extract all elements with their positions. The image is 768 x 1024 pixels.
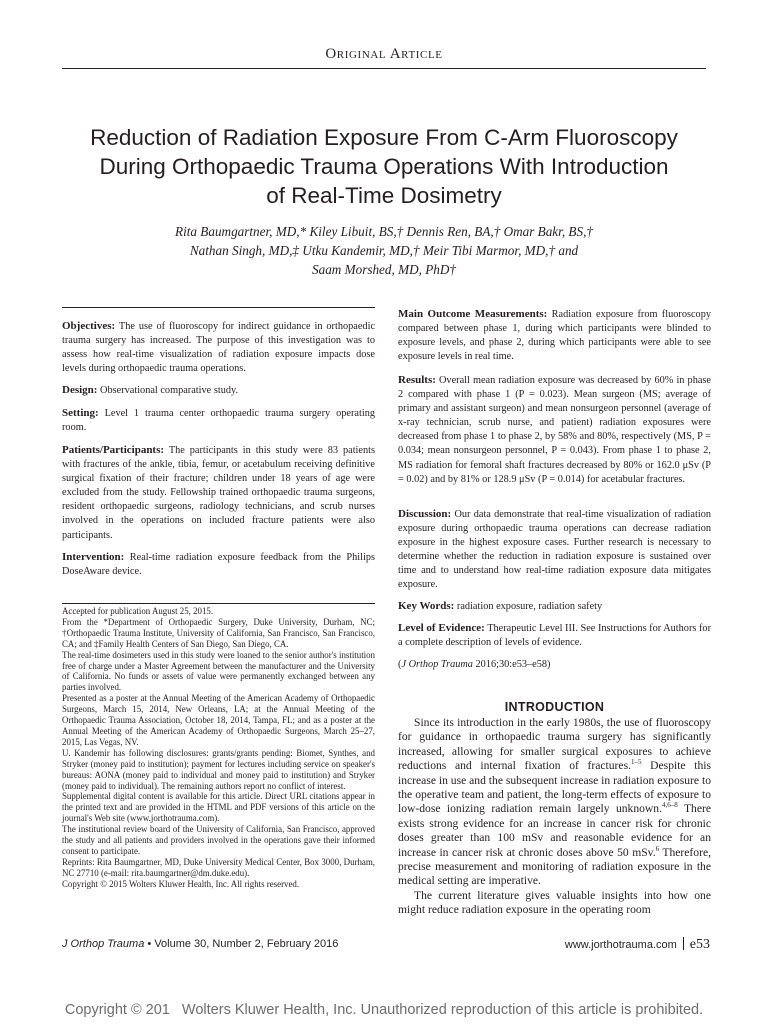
footnote: Copyright © 2015 Wolters Kluwer Health, Inc. All rights reserved. bbox=[62, 878, 300, 889]
section-heading: Patients/Participants: bbox=[62, 444, 165, 456]
section-text: The use of fluoroscopy for indirect guidance in orthopaedic trauma surgery has increased. The purpose of this investigation was to assess how real-time visualization of radiation exposure impacts dose levels during orthopaedic trauma operations. bbox=[62, 321, 376, 375]
footer-bullet: • bbox=[147, 938, 155, 950]
author-list bbox=[110, 222, 658, 279]
footer-journal: J Orthop Trauma bbox=[62, 938, 145, 950]
copyright-banner: Copyright © 201 Wolters Kluwer Health, Inc. Unauthorized reproduction of this article is prohibited. bbox=[64, 1002, 704, 1018]
abstract-objectives bbox=[62, 319, 375, 376]
footer-volume: Volume 30, Number 2, February 2016 bbox=[154, 938, 339, 950]
section-heading: Objectives: bbox=[62, 320, 116, 332]
reference: 6 bbox=[655, 844, 660, 853]
section-label: Original Article bbox=[325, 46, 443, 62]
abstract-setting bbox=[62, 406, 375, 435]
footer-website[interactable]: www.jorthotrauma.com bbox=[564, 939, 677, 951]
citation-journal: J Orthop Trauma bbox=[401, 659, 473, 670]
abstract-evidence bbox=[398, 621, 711, 650]
header-rule bbox=[62, 68, 706, 69]
section-heading: Results: bbox=[398, 374, 436, 386]
author-line: Saam Morshed, MD, PhD† bbox=[312, 262, 456, 277]
abstract-intervention bbox=[62, 550, 375, 579]
section-heading: Design: bbox=[62, 384, 98, 396]
author-line: Nathan Singh, MD,‡ Utku Kandemir, MD,† Meir Tibi Marmor, MD,† and bbox=[189, 243, 579, 258]
footnote: The institutional review board of the University of California, San Francisco, approved the study and all patients and providers involved in the operations gave their informed consent to participate. bbox=[62, 824, 375, 856]
abstract-design bbox=[62, 383, 375, 398]
section-heading: Main Outcome Measurements: bbox=[398, 308, 548, 320]
footnotes-rule bbox=[62, 603, 375, 604]
abstract-results bbox=[398, 373, 711, 487]
section-text: Real-time radiation exposure feedback from the Philips DoseAware device. bbox=[62, 552, 375, 578]
section-text: Therapeutic Level III. See Instructions for Authors for a complete description of levels of evidence. bbox=[398, 623, 711, 649]
citation: (J Orthop Trauma 2016;30:e53–e58) bbox=[398, 659, 551, 670]
abstract-patients bbox=[62, 443, 375, 543]
footnote: Presented as a poster at the Annual Meeting of the American Academy of Orthopaedic Surgeons, March 15, 2014, New Orleans, LA; at the Annual Meeting of the Orthopaedic Trauma Association, October 18, 2014, Tampa, FL; and as a poster at the Annual Meeting of the American Academy of Orthopaedic Surgeons, March 25–27, 2015, Las Vegas, NV. bbox=[62, 693, 375, 747]
section-text: Radiation exposure from fluoroscopy compared between phase 1, during which participants were blinded to exposure levels, and phase 2, during which participants were able to see exposure levels in real time. bbox=[398, 309, 711, 363]
page-number: e53 bbox=[689, 937, 710, 952]
abstract-outcome bbox=[398, 307, 711, 364]
section-text: Our data demonstrate that real-time visualization of radiation exposure during orthopaedic trauma operations can decrease radiation exposure in the highest exposure cases. Further research is necessary to determine whether the reduction in radiation exposure is sustained over time and to understand how real-time radiation exposure data mitigates exposure. bbox=[398, 509, 711, 591]
section-heading: Intervention: bbox=[62, 551, 125, 563]
section-heading: Discussion: bbox=[398, 508, 452, 520]
introduction-heading: INTRODUCTION bbox=[504, 700, 605, 714]
reference: 4,6–8 bbox=[662, 801, 678, 810]
journal-footer bbox=[62, 938, 338, 950]
abstract-discussion bbox=[398, 507, 711, 593]
footer-divider bbox=[683, 937, 684, 950]
citation-details: 2016;30:e53–e58) bbox=[475, 659, 551, 670]
article-title: Reduction of Radiation Exposure From C-Arm Fluoroscopy During Orthopaedic Trauma Operations With Introduction of Real-Time Dosimetry bbox=[90, 125, 678, 208]
paragraph: The current literature gives valuable insights into how one might reduce radiation exposure in the operating room bbox=[398, 888, 711, 917]
section-text: Overall mean radiation exposure was decreased by 60% in phase 2 compared with phase 1 (P = 0.023). Mean surgeon (MS; average of primary and assistant surgeon) and mean nonsurgeon personnel (average of x-ray technician, scrub nurse, and patient) radiation exposures were decreased from phase 1 to phase 2, by 58% and 80%, respectively (MS, P = 0.034; mean nonsurgeon personnel, P = 0.043). From phase 1 to phase 2, MS radiation for femoral shaft fractures decreased by 80% or 162.0 μSv (P = 0.02) and by 81% or 128.9 μSv (P = 0.014) for acetabular fractures. bbox=[398, 375, 711, 485]
introduction-body bbox=[398, 716, 711, 918]
abstract-rule bbox=[62, 307, 375, 308]
section-text: radiation exposure, radiation safety bbox=[456, 601, 603, 612]
footnotes bbox=[62, 606, 375, 890]
section-text: The participants in this study were 83 patients with fractures of the ankle, tibia, femur, or acetabulum receiving definitive surgical fixation of their fracture; children under 18 years of age were excluded from the study. Fellowship trained orthopaedic trauma surgeons, resident orthopaedic surgeons, radiology technicians, and scrub nurses involved in the operations on included fracture patients were also participants. bbox=[62, 445, 376, 541]
section-heading: Key Words: bbox=[398, 600, 455, 612]
footnote: U. Kandemir has following disclosures: grants/grants pending: Biomet, Synthes, and Stryker (money paid to institution); payment for lectures including service on speaker's bureaus: AONA (money paid to individual and money paid to institution) and Stryker (money paid to individual). The remaining authors report no conflict of interest. bbox=[62, 747, 375, 791]
section-heading: Level of Evidence: bbox=[398, 622, 485, 634]
footnote: Accepted for publication August 25, 2015. bbox=[62, 606, 214, 616]
abstract-keywords bbox=[398, 599, 711, 614]
reference: 1–5 bbox=[630, 758, 642, 767]
paragraph: Since its introduction in the early 1980s, the use of fluoroscopy for guidance in orthopaedic trauma surgery has significantly increased, allowing for smaller surgical exposures to achieve reductions and internal fixation of fractures.$^{1-5}$ Despite this increase in use and the subsequent increase in radiation exposure to the operative team and patient, the long-term effects of exposure to low-dose ionizing radiation remain largely unknown.$^{4,6-8}$ There exists strong evidence for an increase in cancer risk for chronic doses greater than 100 mSv and reasonable evidence for an increase in cancer risk at chronic doses above 50 mSv.$^6$ Therefore, precise measurement and monitoring of radiation exposure in the medical setting are imperative. bbox=[398, 716, 711, 888]
footnote: Reprints: Rita Baumgartner, MD, Duke University Medical Center, Box 3000, Durham, NC 27710 (e-mail: rita.baumgartner@dm.duke.edu). bbox=[62, 856, 375, 878]
section-heading: Setting: bbox=[62, 407, 99, 419]
section-text: Observational comparative study. bbox=[100, 385, 239, 396]
footnote: The real-time dosimeters used in this study were loaned to the senior author's institution free of charge under a Master Agreement between the manufacturer and the University of California. No funds or assets of value were permanently exchanged between any parties involved. bbox=[62, 649, 375, 693]
author-line: Rita Baumgartner, MD,* Kiley Libuit, BS,† Dennis Ren, BA,† Omar Bakr, BS,† bbox=[175, 224, 593, 239]
footnote: From the *Department of Orthopaedic Surgery, Duke University, Durham, NC; †Orthopaedic Trauma Institute, University of California, San Francisco, San Francisco, CA; and ‡Family Health Centers of San Diego, San Diego, CA. bbox=[62, 616, 375, 649]
page-footer bbox=[565, 937, 710, 953]
footnote: Supplemental digital content is available for this article. Direct URL citations appear in the printed text and are provided in the HTML and PDF versions of this article on the journal's Web site (www.jorthotrauma.com). bbox=[62, 791, 375, 824]
section-text: Level 1 trauma center orthopaedic trauma surgery operating room. bbox=[62, 408, 375, 434]
